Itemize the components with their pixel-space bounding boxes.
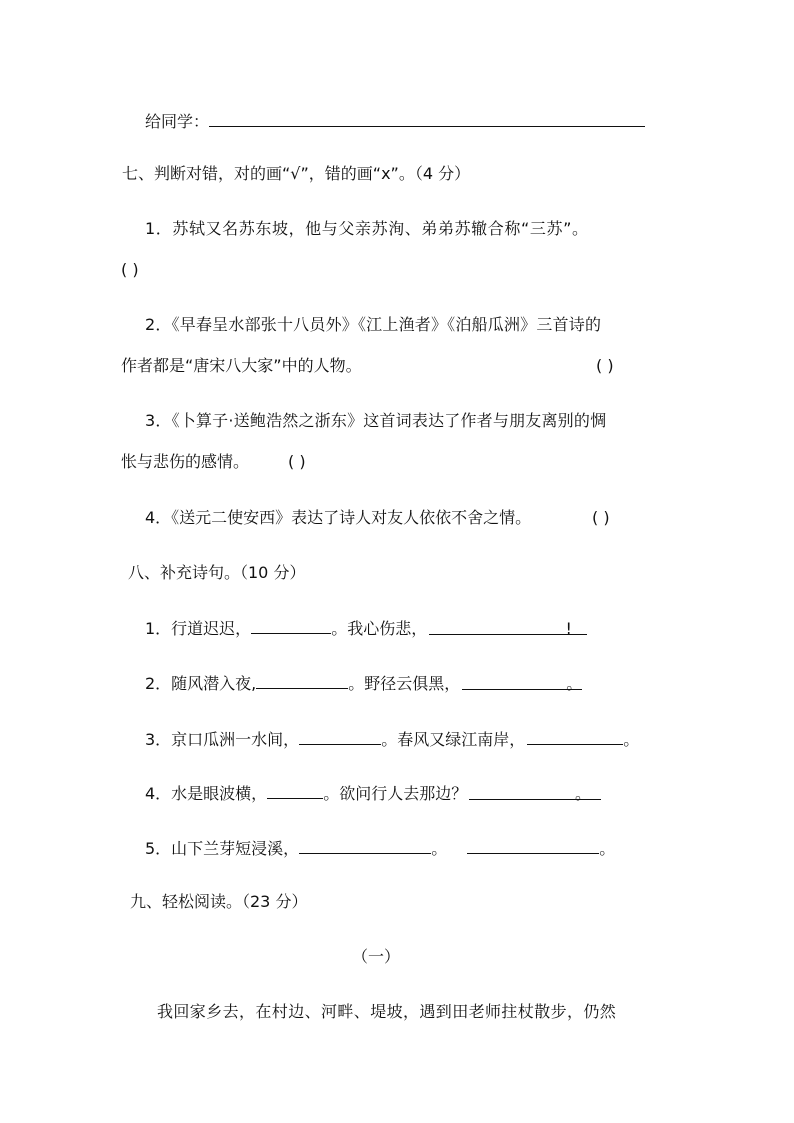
greeting-blank[interactable] [209, 110, 645, 127]
s7-item3-line2: 怅与悲伤的感情。 [121, 452, 250, 471]
s8-item2-end: 。 [566, 674, 583, 693]
s7-item2-line2: 作者都是“唐宋八大家”中的人物。 [121, 356, 362, 375]
s8-item1-end: ! [565, 619, 572, 638]
section9-title: 九、轻松阅读。（23 分） [130, 892, 308, 911]
s8-item3-end: 。 [623, 730, 640, 749]
s8-item1-blank2[interactable] [429, 618, 587, 638]
greeting-label: 给同学： [145, 112, 210, 131]
s8-item5-end: 。 [599, 839, 616, 858]
section9-paragraph: 我回家乡去，在村边、河畔、堤坡，遇到田老师拄杖散步，仍然 [157, 1002, 617, 1021]
s8-item5-part-a: 5．山下兰芽短浸溪， [145, 839, 300, 858]
s8-item3-part-a: 3．京口瓜洲一水间， [145, 730, 300, 749]
s8-item1-blank1[interactable] [251, 617, 331, 634]
s8-item2-part-a: 2．随风潜入夜, [145, 674, 257, 693]
s8-item4-part-a: 4．水是眼波横， [145, 784, 268, 803]
s8-item2-part-b: 。野径云俱黑， [348, 674, 461, 693]
s8-item1 [145, 617, 587, 640]
s8-item2-blank2[interactable] [462, 673, 583, 693]
s8-item4-end: 。 [575, 784, 592, 803]
s8-item4-blank1[interactable] [267, 782, 323, 799]
s7-item3-line1: 3．《卜算子·送鲍浩然之浙东》这首词表达了作者与朋友离别的惆 [145, 411, 607, 430]
section7-title: 七、判断对错，对的画“√”，错的画“x”。（4 分） [122, 164, 471, 183]
s8-item3-blank1[interactable] [299, 728, 381, 745]
s7-item4-line1: 4．《送元二使安西》表达了诗人对友人依依不舍之情。 [145, 508, 532, 527]
greeting-line [145, 110, 645, 133]
s8-item3-blank2[interactable] [527, 728, 623, 745]
s8-item1-part-b: 。我心伤悲， [331, 619, 428, 638]
s7-item1-line1: 1．苏轼又名苏东坡，他与父亲苏洵、弟弟苏辙合称“三苏”。 [145, 219, 589, 238]
s7-item3-paren[interactable]: ( ) [288, 452, 306, 471]
s7-item4-paren[interactable]: ( ) [592, 508, 610, 527]
s8-item4-blank2[interactable] [469, 783, 601, 803]
s8-item5 [145, 837, 615, 860]
section8-title: 八、补充诗句。（10 分） [128, 563, 306, 582]
s8-item3 [145, 728, 639, 751]
s8-item4-part-b: 。欲问行人去那边？ [323, 784, 468, 803]
s8-item2-blank1[interactable] [256, 672, 348, 689]
section9-subtitle: （一） [352, 947, 401, 966]
s8-item3-part-b: 。春风又绿江南岸， [381, 730, 526, 749]
s7-item2-paren[interactable]: ( ) [596, 356, 614, 375]
s8-item1-part-a: 1．行道迟迟， [145, 619, 252, 638]
s8-item2 [145, 672, 582, 695]
s8-item5-blank2[interactable] [467, 837, 599, 854]
s8-item4 [145, 782, 601, 805]
s8-item5-blank1[interactable] [299, 837, 431, 854]
s7-item2-line1: 2．《早春呈水部张十八员外》《江上渔者》《泊船瓜洲》三首诗的 [145, 315, 602, 334]
s8-item5-part-b: 。 [431, 839, 448, 858]
s7-item1-paren[interactable]: ( ) [121, 260, 139, 279]
